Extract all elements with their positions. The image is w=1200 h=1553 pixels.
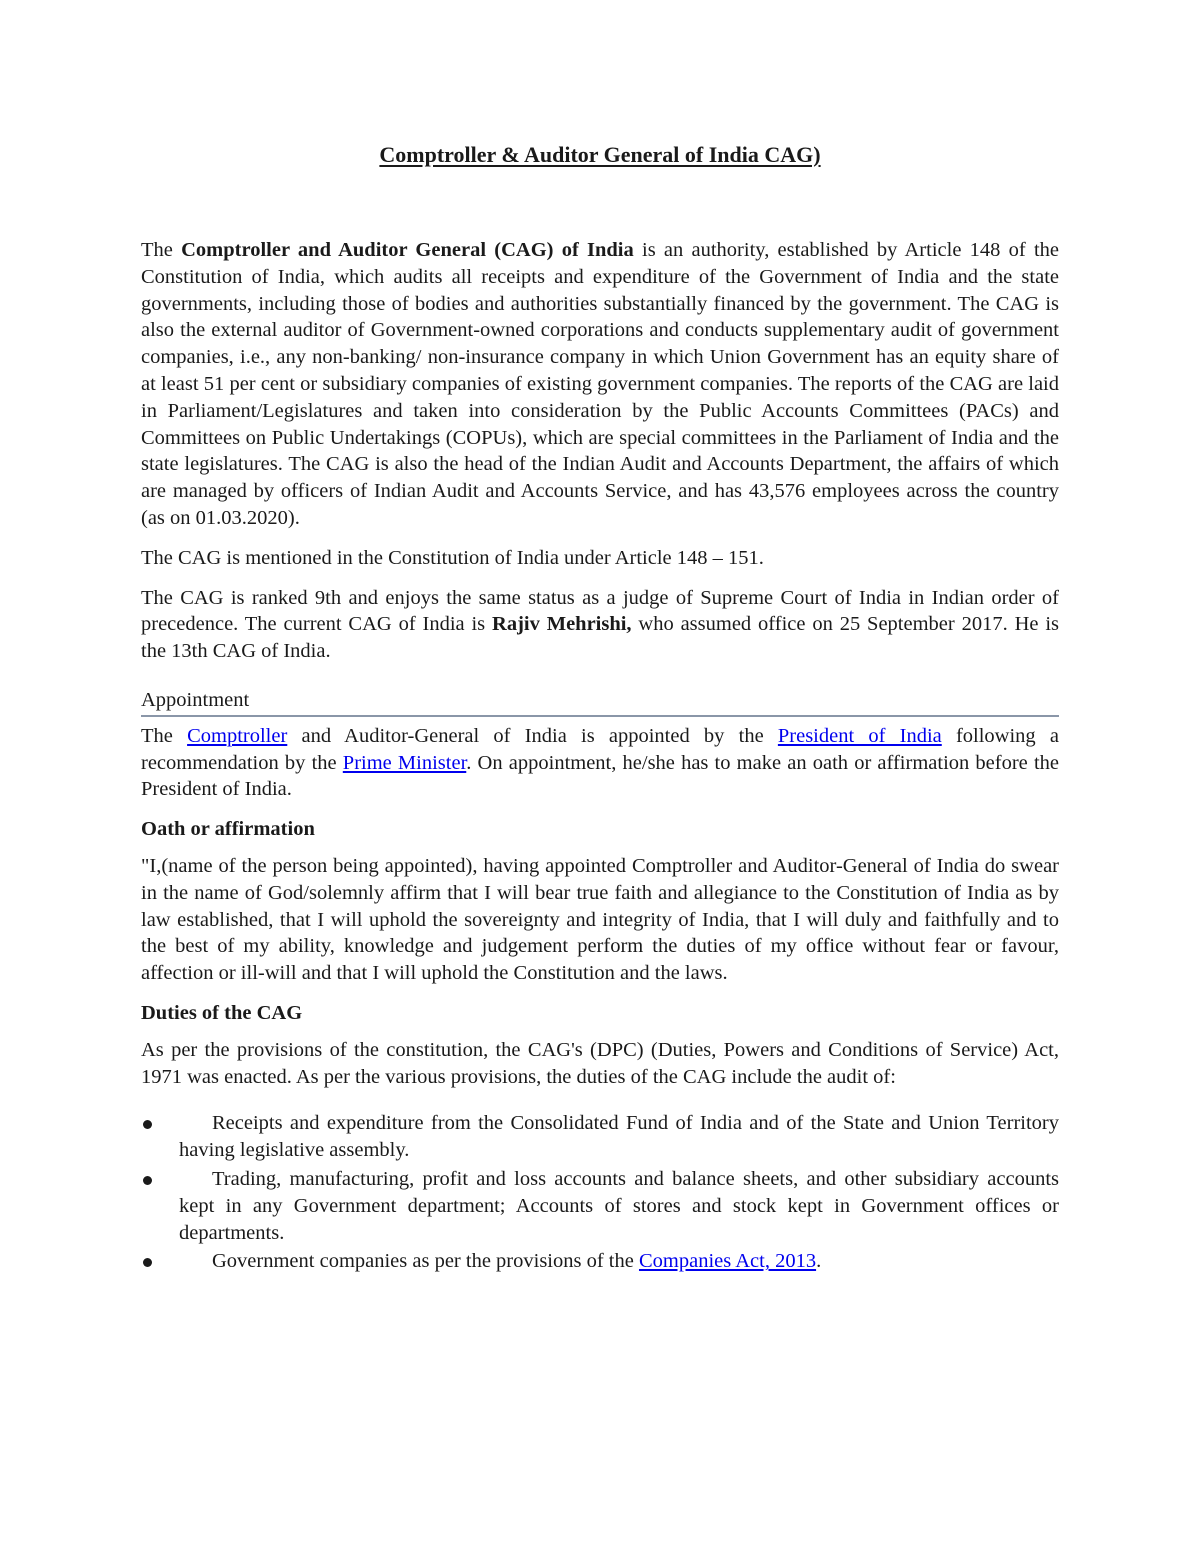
duty-item-end: .	[816, 1250, 822, 1273]
list-item	[141, 1248, 1059, 1275]
appointment-text-1: The	[141, 724, 188, 747]
duty-item-text: Receipts and expenditure from the Consolidated Fund of India and of the State and Union Territory having legislative assembly.	[179, 1112, 1059, 1162]
document-title: Comptroller & Auditor General of India CAG)	[379, 142, 821, 167]
article-paragraph: The CAG is mentioned in the Constitution of India under Article 148 – 151.	[141, 546, 764, 569]
duties-heading: Duties of the CAG	[141, 1001, 303, 1024]
duty-item-text: Trading, manufacturing, profit and loss accounts and balance sheets, and other subsidiary accounts kept in any Government department; Accounts of stores and stock kept in Government offices or departments.	[179, 1167, 1059, 1244]
appointment-paragraph	[141, 723, 1059, 803]
appointment-text-3: following a recommendation by the	[141, 724, 1059, 774]
appointment-text-2: and Auditor-General of India is appointed by the	[287, 724, 778, 747]
list-item	[141, 1110, 1059, 1164]
rank-lead: The CAG is ranked 9th and enjoys the same status as a judge of Supreme Court of India in Indian order of precedence. The current CAG of India is	[141, 586, 1059, 636]
bullet-icon	[143, 1258, 152, 1267]
president-of-india-link[interactable]: President of India	[777, 724, 942, 747]
intro-bold-term: Comptroller and Auditor General (CAG) of India	[181, 239, 634, 261]
oath-paragraph: "I,(name of the person being appointed), having appointed Comptroller and Auditor-General of India do swear in the name of God/solemnly affirm that I will bear true faith and allegiance to the Constitution of India as by law established, that I will uphold the sovereignty and integrity of India, that I will duly and faithfully and to the best of my ability, knowledge and judgement perform the duties of my office without fear or favour, affection or ill-will and that I will uphold the Constitution and the laws.	[141, 854, 1059, 985]
bullet-icon	[143, 1120, 152, 1129]
intro-lead: The	[141, 239, 182, 261]
appointment-text-4: . On appointment, he/she has to make an oath or affirmation before the President of India.	[141, 751, 1059, 801]
document-page	[141, 140, 1059, 1277]
bullet-icon	[143, 1176, 152, 1185]
prime-minister-link[interactable]: Prime Minister	[342, 751, 467, 774]
duties-list	[141, 1110, 1059, 1275]
comptroller-link[interactable]: Comptroller	[187, 724, 288, 747]
intro-paragraph	[141, 237, 1059, 532]
rank-paragraph	[141, 585, 1059, 665]
list-item	[141, 1166, 1059, 1246]
duties-intro: As per the provisions of the constitution, the CAG's (DPC) (Duties, Powers and Conditions of Service) Act, 1971 was enacted. As per the various provisions, the duties of the CAG include the audit of:	[141, 1038, 1059, 1088]
rank-rest: who assumed office on 25 September 2017. He is the 13th CAG of India.	[141, 613, 1060, 663]
companies-act-link[interactable]: Companies Act, 2013	[638, 1250, 817, 1273]
appointment-heading: Appointment	[141, 687, 1059, 717]
current-cag-name: Rajiv Mehrishi,	[492, 613, 632, 636]
oath-heading: Oath or affirmation	[141, 818, 315, 841]
intro-body: is an authority, established by Article 148 of the Constitution of India, which audits all receipts and expenditure of the Government of India and the state governments, including those of bodies and authorities substantially financed by the government. The CAG is also the external auditor of Government-owned corporations and conducts supplementary audit of government companies, i.e., any non-banking/ non-insurance company in which Union Government has an equity share of at least 51 per cent or subsidiary companies of existing government companies. The reports of the CAG are laid in Parliament/Legislatures and taken into consideration by the Public Accounts Committees (PACs) and Committees on Public Undertakings (COPUs), which are special committees in the Parliament of India and the state legislatures. The CAG is also the head of the Indian Audit and Accounts Department, the affairs of which are managed by officers of Indian Audit and Accounts Service, and has 43,576 employees across the country (as on 01.03.2020).	[141, 239, 1060, 529]
duty-item-text: Government companies as per the provisions of the	[212, 1250, 639, 1273]
